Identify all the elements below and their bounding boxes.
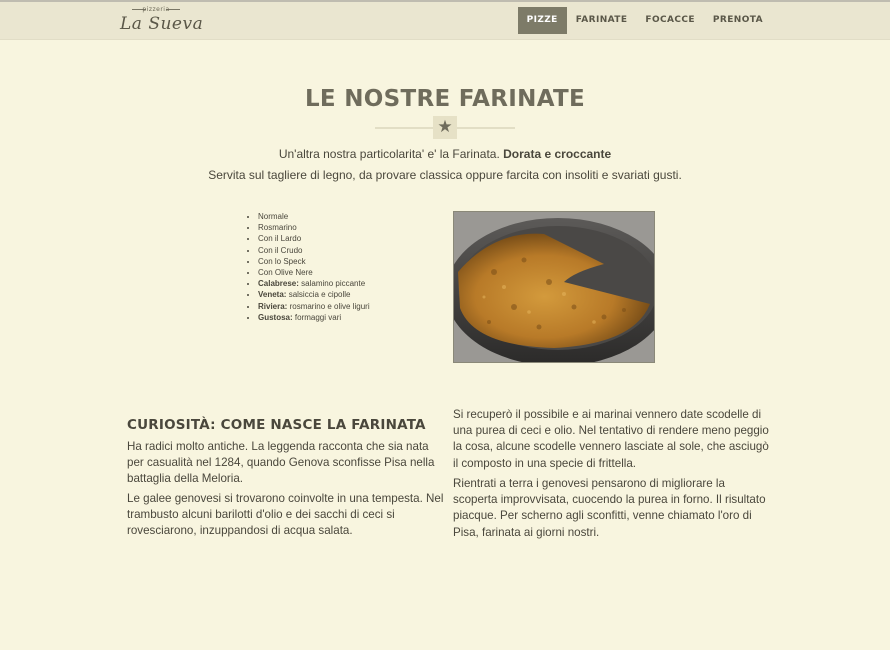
list-item	[258, 267, 370, 278]
list-item	[258, 211, 370, 222]
farinata-illustration	[454, 212, 654, 362]
farinata-photo	[453, 211, 655, 363]
navbar	[0, 0, 890, 40]
item-desc: Con Olive Nere	[258, 268, 313, 278]
item-desc: Con il Crudo	[258, 245, 303, 255]
intro-highlight: Dorata e croccante	[503, 147, 612, 161]
paragraph: Rientrati a terra i genovesi pensarono di migliorare la scoperta improvvisata, cuocendo la purea in forno. Il risultato piacque. Per scherno agli sconfitti, venne chiamato l'oro di Pisa, farinata ai giorni nostri.	[453, 477, 766, 539]
intro-text: Un'altra nostra particolarita' e' la Farinata.	[278, 147, 504, 161]
list-item	[258, 312, 370, 323]
logo-subtitle: pizzeria	[142, 6, 170, 13]
item-desc: salamino piccante	[298, 279, 366, 289]
list-item	[258, 301, 370, 312]
nav-item-prenota[interactable]: PRENOTA	[712, 15, 763, 25]
item-desc: Rosmarino	[258, 223, 297, 233]
list-item	[258, 245, 370, 256]
item-desc: Normale	[258, 212, 289, 221]
list-item	[258, 289, 370, 300]
page-title: LE NOSTRE FARINATE	[304, 86, 586, 112]
item-name: Veneta:	[258, 290, 287, 300]
paragraph: Le galee genovesi si trovarono coinvolte in una tempesta. Nel trambusto alcuni barilotti d'olio e dei sacchi di ceci si rovesciarono, inzuppandosi di acqua salata.	[127, 492, 444, 538]
intro-line-2: Servita sul tagliere di legno, da provare classica oppure farcita con insoliti e svariati gusti.	[208, 168, 682, 182]
section-title: CURIOSITÀ: COME NASCE LA FARINATA	[127, 417, 426, 433]
item-desc: Con il Lardo	[258, 234, 302, 244]
list-item	[258, 278, 370, 289]
star-icon: ★	[433, 116, 457, 139]
logo[interactable]	[118, 6, 204, 36]
logo-name: La Sueva	[120, 14, 204, 34]
item-name: Riviera:	[258, 301, 288, 311]
list-item	[258, 222, 370, 233]
nav-item-farinate[interactable]: FARINATE	[575, 15, 628, 25]
nav-item-focacce[interactable]: FOCACCE	[645, 15, 695, 25]
list-item	[258, 233, 370, 244]
item-desc: rosmarino e olive liguri	[287, 301, 370, 311]
item-name: Calabrese:	[258, 279, 299, 289]
item-desc: salsiccia e cipolle	[286, 290, 351, 300]
farinate-list	[246, 211, 370, 323]
item-name: Gustosa:	[258, 312, 293, 322]
main-nav	[518, 7, 772, 34]
paragraph: Si recuperò il possibile e ai marinai vennero date scodelle di una purea di ceci e olio. Nel tentativo di rendere meno peggio la cosa, alcune scodelle vennero lasciate al sole, che asciugò il composto in una specie di frittella.	[453, 408, 769, 470]
nav-item-pizze[interactable]: PIZZE	[518, 7, 567, 34]
intro-line-1	[0, 147, 890, 161]
item-desc: formaggi vari	[292, 312, 342, 322]
paragraph: Ha radici molto antiche. La leggenda racconta che sia nata per casualità nel 1284, quando Genova sconfisse Pisa nella battaglia della Meloria.	[127, 440, 435, 486]
item-desc: Con lo Speck	[258, 256, 306, 266]
title-divider-right	[457, 127, 515, 129]
list-item	[258, 256, 370, 267]
title-divider-left	[375, 127, 433, 129]
